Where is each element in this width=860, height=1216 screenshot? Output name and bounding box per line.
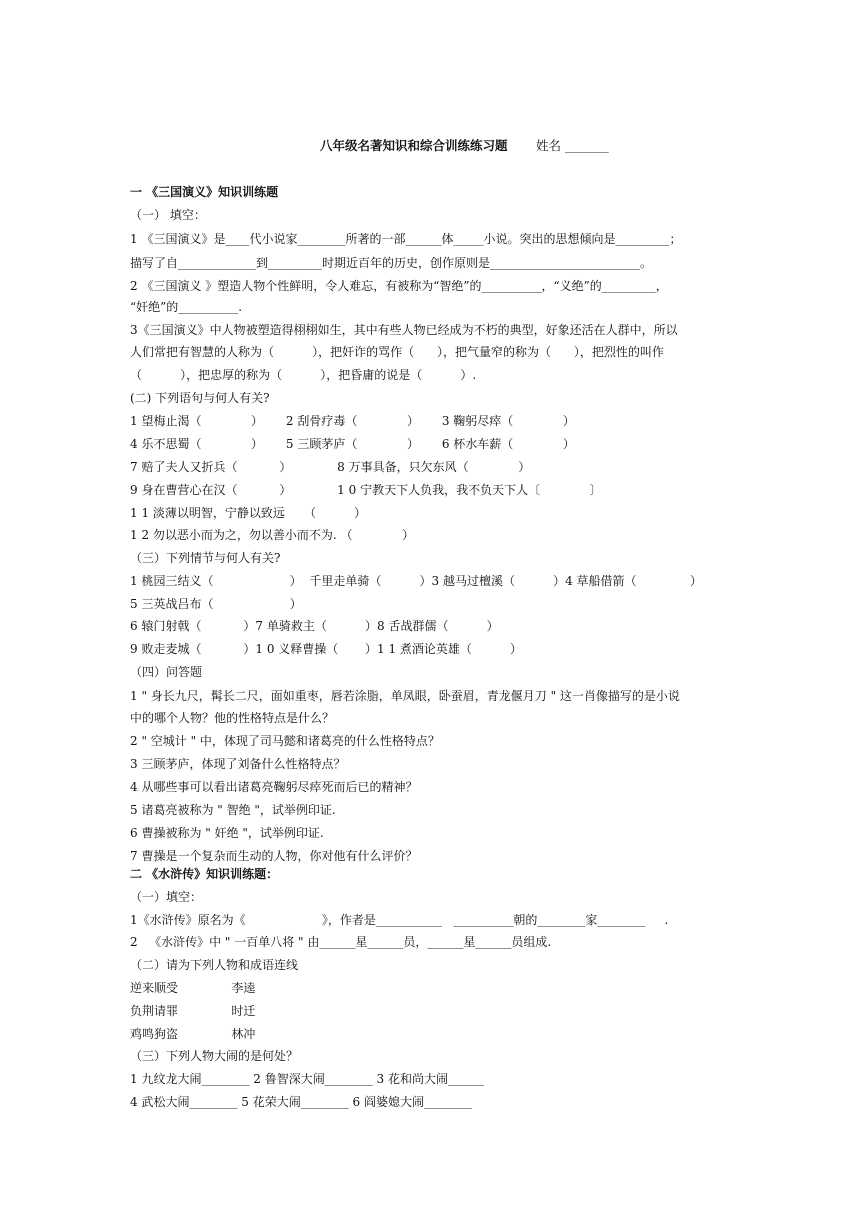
text-line: 5 三英战吕布（ ） — [130, 597, 302, 611]
text-line: 1 《三国演义》是____代小说家________所著的一部______体_____小说。突出的思想倾向是_________； — [130, 232, 682, 246]
text-line: 描写了自_____________到_________时期近百年的历史，创作原则是_________________________。 — [130, 256, 653, 270]
text-line: 负荆请罪 时迁 — [130, 1004, 256, 1018]
text-line: 1 九纹龙大闹________ 2 鲁智深大闹________ 3 花和尚大闹______ — [130, 1072, 484, 1086]
text-line: （三）下列情节与何人有关? — [130, 551, 281, 565]
text-line: 9 败走麦城（ ）1 0 义释曹操（ ）1 1 煮酒论英雄（ ） — [130, 642, 523, 656]
text-line: “奸绝”的__________. — [130, 300, 243, 314]
text-line: （ ），把忠厚的称为（ ），把昏庸的说是（ ）. — [130, 368, 477, 382]
text-line: (二) 下列语句与何人有关? — [130, 391, 270, 405]
text-line: 6 曹操被称为 " 奸绝 "，试举例印证. — [130, 826, 324, 840]
document-title: 八年级名著知识和综合训练练习题 — [320, 138, 508, 153]
text-line: （二）请为下列人物和成语连线 — [130, 958, 299, 972]
text-line: 7 曹操是一个复杂而生动的人物，你对他有什么评价？ — [130, 849, 418, 863]
text-line: 鸡鸣狗盗 林冲 — [130, 1027, 256, 1041]
text-line: 2 " 空城计 " 中，体现了司马懿和诸葛亮的什么性格特点？ — [130, 734, 440, 748]
text-line: 3《三国演义》中人物被塑造得栩栩如生，其中有些人物已经成为不朽的典型，好象还活在人群中，所以 — [130, 323, 678, 337]
text-line: （四）问答题 — [130, 665, 203, 679]
text-line: 2 《三国演义 》塑造人物个性鲜明，令人难忘，有被称为“智绝”的__________，“义绝”的_________， — [130, 279, 668, 293]
text-line: 1《水浒传》原名为《 》，作者是___________ __________朝的________家________ . — [130, 913, 669, 927]
text-line: 1 桃园三结义（ ） 千里走单骑（ ）3 越马过檀溪（ ）4 草船借箭（ ） — [130, 574, 702, 588]
text-line: 逆来顺受 李逵 — [130, 981, 256, 995]
text-line: 4 武松大闹________ 5 花荣大闹________ 6 阎婆媳大闹________ — [130, 1095, 472, 1109]
text-line: 1 1 淡薄以明智，宁静以致远 （ ） — [130, 506, 367, 520]
text-line: 3 三顾茅庐，体现了刘备什么性格特点？ — [130, 757, 346, 771]
text-line: （一） 填空： — [130, 208, 206, 222]
text-line: （三）下列人物大闹的是何处？ — [130, 1049, 299, 1063]
student-name-field: 姓名 _______ — [536, 138, 609, 153]
text-line: （一）填空： — [130, 890, 203, 904]
text-line: 人们常把有智慧的人称为（ ），把奸诈的骂作（ ），把气量窄的称为（ ），把烈性的叫作 — [130, 345, 664, 359]
text-line: 5 诸葛亮被称为 " 智绝 "，试举例印证. — [130, 803, 336, 817]
text-line: 6 辕门射戟（ ）7 单骑救主（ ）8 舌战群儒（ ） — [130, 619, 499, 633]
text-line: 中的哪个人物？他的性格特点是什么？ — [130, 711, 335, 725]
text-line: 4 从哪些事可以看出诸葛亮鞠躬尽瘁死而后已的精神？ — [130, 780, 418, 794]
section-heading: 二 《水浒传》知识训练题： — [130, 867, 279, 881]
text-line: 1 2 勿以恶小而为之，勿以善小而不为. （ ） — [130, 528, 415, 542]
text-line: 4 乐不思蜀（ ） 5 三顾茅庐（ ） 6 杯水车薪（ ） — [130, 437, 575, 451]
text-line: 9 身在曹营心在汉（ ） 1 0 宁教天下人负我，我不负天下人〔 〕 — [130, 483, 602, 497]
text-line: 1 " 身长九尺，髯长二尺，面如重枣，唇若涂脂，单凤眼，卧蚕眉，青龙偃月刀 " 这一肖像描写的是小说 — [130, 689, 680, 703]
section-heading: 一 《三国演义》知识训练题 — [130, 185, 279, 199]
text-line: 7 赔了夫人又折兵（ ） 8 万事具备，只欠东风（ ） — [130, 460, 531, 474]
text-line: 2 《水浒传》中 " 一百单八将 " 由______星______员，______星______员组成. — [130, 935, 552, 949]
text-line: 1 望梅止渴（ ） 2 刮骨疗毒（ ） 3 鞠躬尽瘁（ ） — [130, 414, 575, 428]
